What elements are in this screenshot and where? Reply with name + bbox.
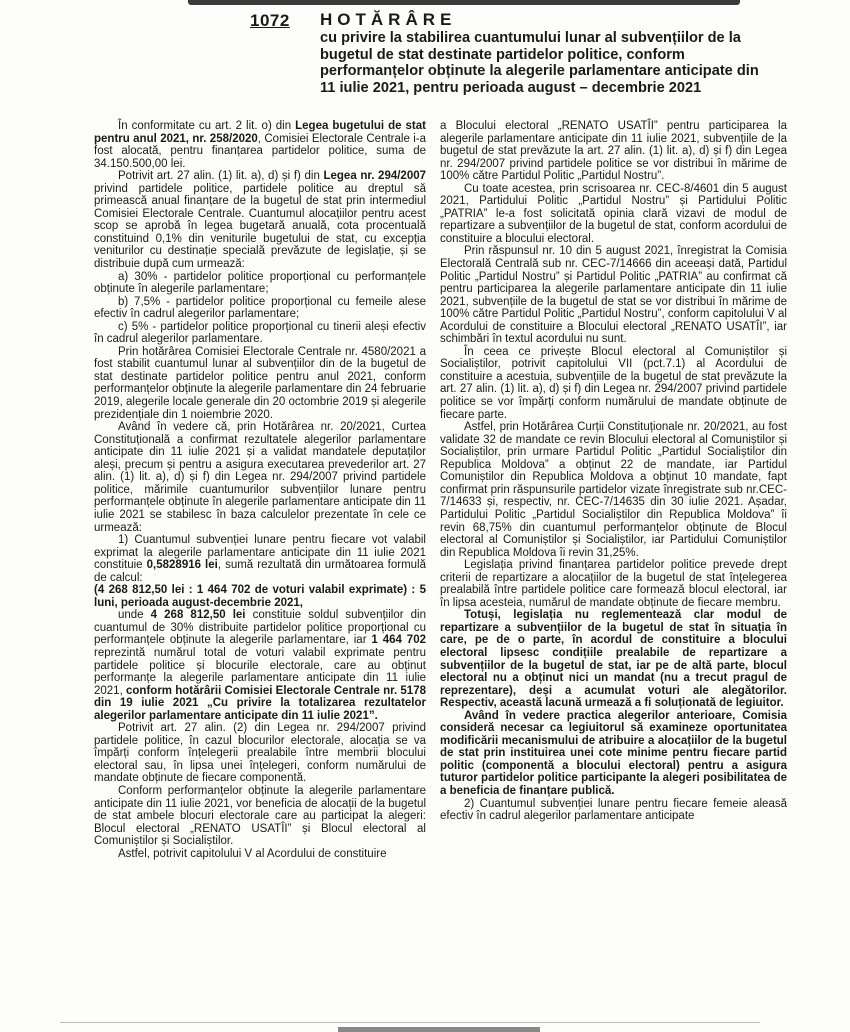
paragraph: Totuși, legislația nu reglementează clar modul de repartizare a subvențiilor de la bugetul de stat în situația în care, pe de o parte, în acordul de constituire a blocului electoral lipsesc condițiile prealabile de repartizare a subvențiilor de la bugetul de stat, iar pe de altă parte, blocul electoral nu a obținut nici un mandat (nu a trecut pragul de reprezentare), deși a acumulat voturi ale alegătorilor. Respectiv, această lacună urmează a fi soluționată de legiuitor.	[440, 609, 787, 710]
paragraph: a Blocului electoral „RENATO USATÎI” pentru participarea la alegerile parlamentare anticipate din 11 iulie 2021, subvențiile de la bugetul de stat prevăzute la art. 27 alin. (1) lit. a), d) și f) din Legea nr. 294/2007 privind partidele politice se vor distribui în mărime de 100% către Partidul Politic „Partidul Nostru”.	[440, 120, 787, 183]
paragraph: Astfel, potrivit capitolului V al Acordului de constituire	[118, 847, 387, 860]
paragraph: Potrivit art. 27 alin. (2) din Legea nr. 294/2007 privind partidele politice, în cazul blocurilor electorale, alocația se va împărți conform înțelegerii prealabile între membrii blocului electoral sau, în lipsa unei înțelegeri, conform numărului de mandate obținute de fiecare componentă.	[94, 722, 426, 785]
footer-divider	[60, 1022, 760, 1023]
paragraph: c) 5% - partidelor politice proporțional cu tinerii aleși efectiv în cadrul alegerilor parlamentare.	[94, 320, 426, 346]
paragraph: Având în vedere că, prin Hotărârea nr. 20/2021, Curtea Constituțională a confirmat rezultatele alegerilor parlamentare anticipate din 11 iulie 2021 și a validat mandatele deputaților aleși, precum și pentru a asigura executarea prevederilor art. 27 alin. (1) lit. a), d) și f) din Legea nr. 294/2007 privind partidele politice, mărimile cuantumurilor subvențiilor lunare pentru performanțele obținute în alegerile parlamentare anticipate din 11 iulie 2021 se stabilesc în baza calculelor prezentate în cele ce urmează:	[94, 421, 426, 534]
top-scan-edge	[188, 0, 740, 5]
paragraph: unde 4 268 812,50 lei constituie soldul subvențiilor din cuantumul de 30% distribuite partidelor politice proporțional cu performanțele obținute la alegerile parlamentare, iar 1 464 702 reprezintă numărul total de voturi valabil exprimate pentru partidele politice și blocurile electorale, care au obținut performanțe la alegerile parlamentare anticipate din 11 iulie 2021, conform hotărârii Comisiei Electorale Centrale nr. 5178 din 19 iulie 2021 „Cu privire la totalizarea rezultatelor alegerilor parlamentare anticipate din 11 iulie 2021”.	[94, 609, 426, 722]
paragraph: Legislația privind finanțarea partidelor politice prevede drept criterii de repartizare a alocațiilor de la bugetul de stat înțelegerea prealabilă între partidele politice care formează blocul electoral, iar în lipsa acesteia, numărul de mandate obținute de fiecare membru.	[440, 559, 787, 609]
paragraph: Prin răspunsul nr. 10 din 5 august 2021, înregistrat la Comisia Electorală Centrală sub nr. CEC-7/14666 din aceeași dată, Partidul Politic „Partidul Nostru” și Partidul Politic „PATRIA” au confirmat că pentru participarea la alegerile parlamentare anticipate din 11 iulie 2021, subvențiile de la bugetul de stat se vor distribui în mărime de 100% către Partidul Politic „Partidul Nostru”, conform capitolului V al Acordului de constituire a Blocului electoral „RENATO USATÎI”, iar schimbări în textul acordului nu sunt.	[440, 245, 787, 346]
formula: (4 268 812,50 lei : 1 464 702 de voturi valabil exprimate) : 5 luni, perioada august-decembrie 2021,	[94, 584, 426, 609]
paragraph: a) 30% - partidelor politice proporțional cu performanțele obținute în alegerile parlamentare;	[94, 270, 426, 296]
right-column	[440, 120, 787, 823]
paragraph: În conformitate cu art. 2 lit. o) din Legea bugetului de stat pentru anul 2021, nr. 258/2020, Comisiei Electorale Centrale i-a fost alocată, pentru finanțarea partidelor politice, suma de 34.150.500,00 lei.	[94, 120, 427, 170]
document-title: HOTĂRÂRE	[320, 10, 457, 29]
paragraph: 1) Cuantumul subvenției lunare pentru fiecare vot valabil exprimat la alegerile parlamentare anticipate din 11 iulie 2021 constituie 0,5828916 lei, sumă rezultată din următoarea formulă de calcul:	[94, 534, 427, 584]
decision-number: 1072	[250, 11, 290, 30]
left-column	[94, 120, 426, 860]
bottom-scan-edge	[338, 1027, 540, 1032]
paragraph: Prin hotărârea Comisiei Electorale Centrale nr. 4580/2021 a fost stabilit cuantumul lunar al subvențiilor din de la bugetul de stat destinate partidelor politice pentru anul 2021, conform performanțelor obținute la alegerile parlamentare din 24 februarie 2019, alegerile locale generale din 20 octombrie 2019 și alegerile prezidențiale din 1 noiembrie 2020.	[94, 345, 426, 421]
paragraph: Potrivit art. 27 alin. (1) lit. a), d) și f) din Legea nr. 294/2007 privind partidele politice, partidele politice au dreptul să primească anual finanțare de la bugetul de stat prin intermediul Comisiei Electorale Centrale. Cuantumul alocațiilor pentru acest scop se aprobă în legea bugetară anuală, cota procentuală constituind 0,1% din veniturile bugetului de stat, cu excepția veniturilor cu destinație specială prevăzute de legislație, și se distribuie după cum urmează:	[94, 170, 427, 271]
paragraph: Având în vedere practica alegerilor anterioare, Comisia consideră necesar ca legiuitorul să examineze oportunitatea modificării mecanismului de atribuire a alocațiilor de la bugetul de stat prin instituirea unei cote minime pentru fiecare partid politic (componentă a blocului electoral) pentru a asigura tuturor partidelor politice participante la alegeri posibilitatea de a beneficia de finanțare publică.	[440, 709, 787, 797]
paragraph: Conform performanțelor obținute la alegerile parlamentare anticipate din 11 iulie 2021, vor beneficia de alocații de la bugetul de stat ambele blocuri electorale care au participat la alegeri: Blocul electoral „RENATO USATÎI” și Blocul electoral al Comuniștilor și Socialiștilor.	[94, 784, 426, 848]
paragraph: În ceea ce privește Blocul electoral al Comuniștilor și Socialiștilor, potrivit capitolului VII (pct.7.1) al Acordului de constituire a acestuia, subvențiile de la bugetul de stat prevăzute la art. 27 alin. (1) lit. a), d) și f) din Legea nr. 294/2007 privind partidele politice se vor împărți conform numărului de mandate obținute de fiecare parte.	[440, 345, 787, 421]
document-subtitle: cu privire la stabilirea cuantumului lunar al subvențiilor de la bugetul de stat destinate partidelor politice, conform performanțelor obținute la alegerile parlamentare anticipate din 11 iulie 2021, pentru perioada august – decembrie 2021	[320, 30, 759, 96]
paragraph: b) 7,5% - partidelor politice proporțional cu femeile alese efectiv în cadrul alegerilor parlamentare;	[94, 295, 426, 321]
paragraph: Cu toate acestea, prin scrisoarea nr. CEC-8/4601 din 5 august 2021, Partidului Politic „Partidul Nostru” și Partidului Politic „PATRIA” le-a fost solicitată opinia clară vizavi de modul de repartizare a subvențiilor de la bugetul de stat, conform acordului de constituire a blocului electoral.	[440, 182, 787, 245]
paragraph: 2) Cuantumul subvenției lunare pentru fiecare femeie aleasă efectiv în cadrul alegerilor parlamentare anticipate	[440, 797, 787, 823]
paragraph: Astfel, prin Hotărârea Curții Constituționale nr. 20/2021, au fost validate 32 de mandate ce revin Blocului electoral al Comuniștilor și Socialiștilor, prin urmare Partidul Politic „Partidul Socialiștilor din Republica Moldova” a obținut 22 de mandate, iar Partidul Comuniștilor din Republica Moldova a obținut 10 mandate, fapt confirmat prin răspunsurile partidelor vizate înregistrate sub nr.CEC-7/14633 și, respectiv, nr. CEC-7/14635 din 30 iulie 2021. Așadar, Partidului Politic „Partidul Socialiștilor din Republica Moldova” îi revin 68,75% din cuantumul performanțelor obținute de Blocul electoral al Comuniștilor și Socialiștilor, iar Partidului Comuniștilor din Republica Moldova îi revin 31,25%.	[440, 421, 787, 559]
